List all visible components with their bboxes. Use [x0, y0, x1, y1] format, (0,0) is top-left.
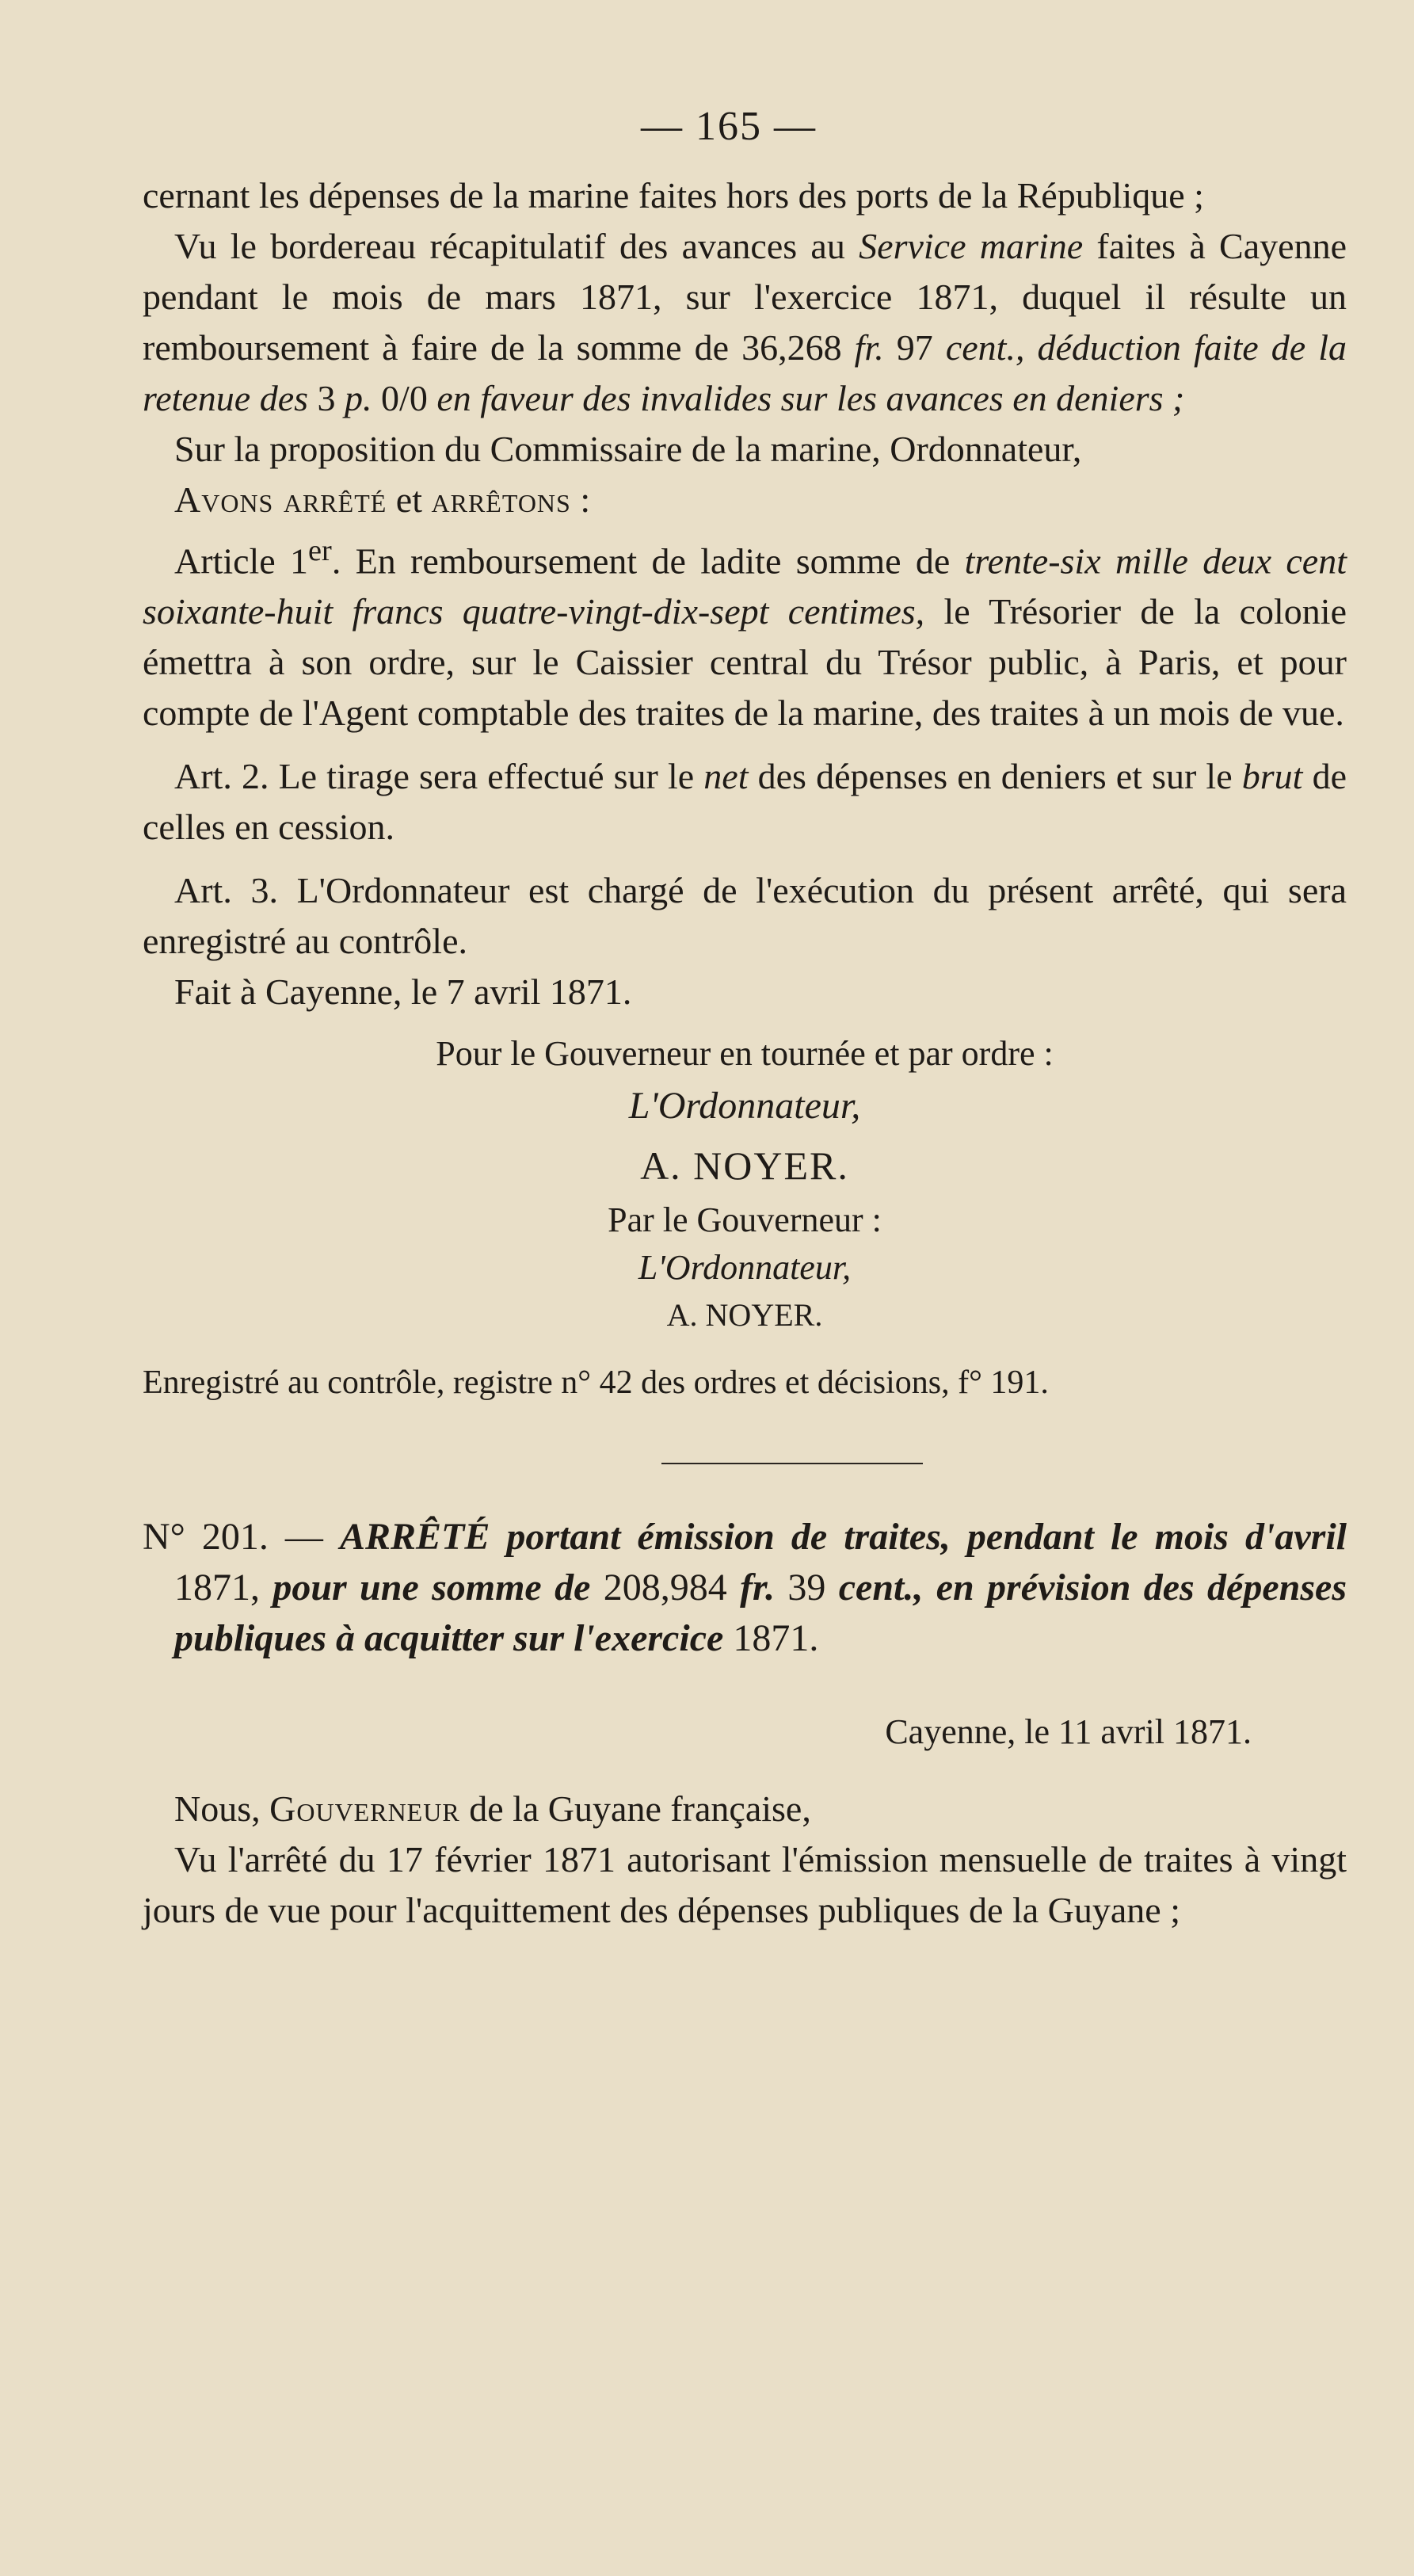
article-3: Art. 3. L'Ordonnateur est chargé de l'exécution du présent arrêté, qui sera enregistré au contrôle.: [143, 870, 1347, 962]
paragraph-nous-gouverneur: Nous, Gouverneur de la Guyane française,: [174, 1788, 811, 1830]
fait-a-cayenne: Fait à Cayenne, le 7 avril 1871.: [174, 971, 632, 1013]
section-divider: [661, 1463, 923, 1464]
paragraph-avons-arrete: Avons arrêté et arrêtons :: [174, 479, 591, 520]
dateline: Cayenne, le 11 avril 1871.: [885, 1712, 1252, 1752]
signature-1-title: L'Ordonnateur,: [628, 1085, 861, 1128]
signature-1-name: A. NOYER.: [640, 1143, 849, 1189]
arrete-heading: N° 201. — ARRÊTÉ portant émission de traites, pendant le mois d'avril 1871, pour une somme de 208,984 fr. 39 cent., en prévision des dépenses publiques à acquitter sur l'exercice 1871.: [143, 1516, 1347, 1660]
signature-block-2: [143, 1196, 1347, 1339]
registration-note: Enregistré au contrôle, registre n° 42 des ordres et décisions, f° 191.: [143, 1364, 1049, 1402]
paragraph-bordereau: Vu le bordereau récapitulatif des avances au Service marine faites à Cayenne pendant le mois de mars 1871, sur l'exercice 1871, duquel il résulte un remboursement à faire de la somme de 36,268 fr. 97 cent., déduction faite de la retenue des 3 p. 0/0 en faveur des invalides sur les avances en deniers ;: [143, 226, 1347, 418]
signature-1-line-1: Pour le Gouverneur en tournée et par ordre :: [436, 1034, 1054, 1074]
article-2: Art. 2. Le tirage sera effectué sur le net des dépenses en deniers et sur le brut de celles en cession.: [143, 756, 1347, 848]
signature-block-1: [143, 1030, 1347, 1196]
paragraph-continuation: cernant les dépenses de la marine faites hors des ports de la République ;: [143, 175, 1204, 216]
article-1: Article 1er. En remboursement de ladite somme de trente-six mille deux cent soixante-huit francs quatre-vingt-dix-sept centimes, le Trésorier de la colonie émettra à son ordre, sur le Caissier central du Trésor public, à Paris, et pour compte de l'Agent comptable des traites de la marine, des traites à un mois de vue.: [143, 534, 1347, 734]
page-number: — 165 —: [641, 104, 817, 149]
paragraph-vu-arrete: Vu l'arrêté du 17 février 1871 autorisant l'émission mensuelle de traites à vingt jours de vue pour l'acquittement des dépenses publiques de la Guyane ;: [143, 1839, 1347, 1931]
signature-2-title: L'Ordonnateur,: [638, 1248, 852, 1288]
paragraph-proposition: Sur la proposition du Commissaire de la marine, Ordonnateur,: [174, 429, 1082, 469]
signature-2-line-1: Par le Gouverneur :: [608, 1200, 882, 1240]
signature-2-name: A. NOYER.: [666, 1297, 823, 1334]
